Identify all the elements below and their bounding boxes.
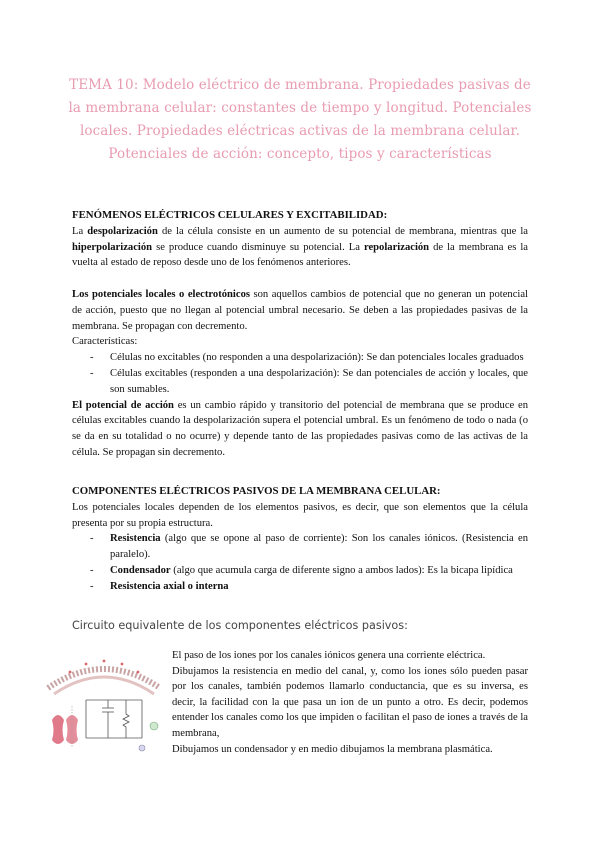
list-item: - Células excitables (responden a una despolarización): Se dan potenciales de acción y locales, que son sumables.: [72, 366, 528, 398]
caracteristicas-list: [72, 350, 528, 397]
list-item: - Células no excitables (no responden a una despolarización): Se dan potenciales locales graduados: [72, 350, 528, 366]
circuit-description: [172, 648, 528, 757]
list-item: - Condensador (algo que acumula carga de diferente signo a ambos lados): Es la bicapa lipídica: [72, 563, 528, 579]
section-potenciales-locales: [72, 287, 528, 461]
section-excitabilidad: [72, 208, 528, 271]
componentes-list: [72, 531, 528, 594]
list-item: - Resistencia (algo que se opone al paso de corriente): Son los canales iónicos. (Resistencia en paralelo).: [72, 531, 528, 563]
page-title: TEMA 10: Modelo eléctrico de membrana. Propiedades pasivas de la membrana celular: constantes de tiempo y longitud. Potenciales locales. Propiedades eléctricas activas de la membrana celular. Potenciales de acción: concepto, tipos y características: [68, 77, 532, 162]
paragraph-intro: Los potenciales locales dependen de los elementos pasivos, es decir, que son elementos que la célula presenta por su propia estructura.: [72, 501, 528, 529]
caracteristicas-label: Características:: [72, 336, 138, 348]
paragraph-despolarizacion: La despolarización de la célula consiste en un aumento de su potencial de membrana, mientras que la hiperpolarización se produce cuando disminuye su potencial. La repolarización de la membrana es la vuelta al estado de reposo desde uno de los fenómenos anteriores.: [72, 225, 528, 269]
paragraph: Dibujamos la resistencia en medio del canal, y, como los iones sólo pueden pasar por los canales, también podemos llamarlo conductancia, que es su inversa, es decir, la facilidad con la que pasa un ion de un punto a otro. Es decir, podemos entender los canales como los que impiden o facilitan el paso de iones a través de la membrana,: [172, 665, 528, 739]
paragraph-potencial-accion: El potencial de acción es un cambio rápido y transitorio del potencial de membrana que se produce en células excitables cuando la despolarización supera el potencial umbral. Es un fenómeno de todo o nada (o se da en su totalidad o no ocurre) y depende tanto de las propiedades pasivas como de las activas de la célula. Se propagan sin decremento.: [72, 399, 528, 458]
section-componentes-pasivos: [72, 484, 528, 595]
paragraph: El paso de los iones por los canales iónicos genera una corriente eléctrica.: [172, 650, 486, 661]
list-item: - Resistencia axial o interna: [72, 579, 528, 595]
section-heading: COMPONENTES ELÉCTRICOS PASIVOS DE LA MEMBRANA CELULAR:: [72, 485, 441, 497]
section-heading: FENÓMENOS ELÉCTRICOS CELULARES Y EXCITABILIDAD:: [72, 209, 388, 221]
membrane-circuit-illustration: [42, 648, 166, 756]
paragraph-potenciales-locales: Los potenciales locales o electrotónicos son aquellos cambios de potencial que no generan un potencial de acción, puesto que no llegan al potencial umbral necesario. Se deben a las propiedades pasivas de la membrana. Se propagan con decremento.: [72, 289, 528, 332]
paragraph: Dibujamos un condensador y en medio dibujamos la membrana plasmática.: [172, 743, 493, 755]
circuit-subtitle: Circuito equivalente de los componentes eléctricos pasivos:: [72, 619, 408, 632]
membrane-circuit-figure: [42, 648, 166, 756]
